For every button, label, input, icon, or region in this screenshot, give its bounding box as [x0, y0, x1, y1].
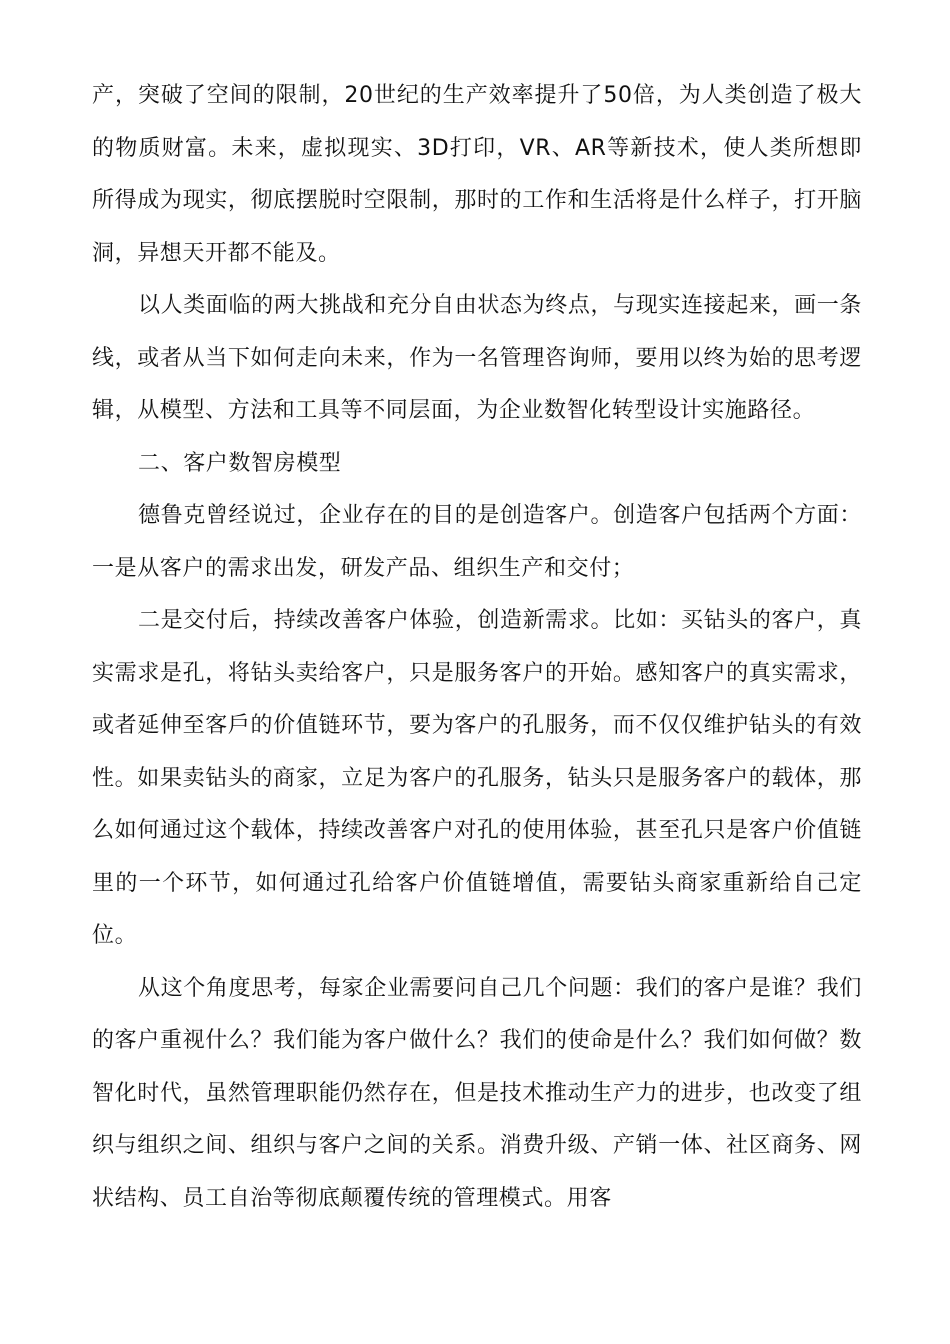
paragraph-goal-path: 以人类面临的两大挑战和充分自由状态为终点，与现实连接起来，画一条线，或者从当下如何走向未来，作为一名管理咨询师，要用以终为始的思考逻辑，从模型、方法和工具等不同层面，为企业数智化转型设计实施路径。 [92, 293, 862, 423]
paragraph-drill-example: 二是交付后，持续改善客户体验，创造新需求。比如：买钻头的客户，真实需求是孔，将钻头卖给客户，只是服务客户的开始。感知客户的真实需求，或者延伸至客戶的价值链环节，要为客户的孔服务，而不仅仅维护钻头的有效性。如果卖钻头的商家，立足为客户的孔服务，钻头只是服务客户的载体，那么如何通过这个载体，持续改善客户对孔的使用体验，甚至孔只是客户价值链里的一个环节，如何通过孔给客户价值链增值，需要钻头商家重新给自己定位。 [92, 608, 862, 948]
document-page [92, 70, 862, 1225]
section-heading-customer-model: 二、客户数智房模型 [138, 450, 342, 476]
paragraph-continuation: 产，突破了空间的限制，20世纪的生产效率提升了50倍，为人类创造了极大的物质财富。未来，虚拟现实、3D打印，VR、AR等新技术，使人类所想即所得成为现实，彻底摆脱时空限制，那时的工作和生活将是什么样子，打开脑洞，异想天开都不能及。 [92, 83, 862, 266]
paragraph-questions: 从这个角度思考，每家企业需要问自己几个问题：我们的客户是谁？我们的客户重视什么？我们能为客户做什么？我们的使命是什么？我们如何做？数智化时代，虽然管理职能仍然存在，但是技术推动生产力的进步，也改变了组织与组织之间、组织与客户之间的关系。消费升级、产销一体、社区商务、网状结构、员工自治等彻底颠覆传统的管理模式。用客 [92, 975, 862, 1211]
paragraph-drucker: 德鲁克曾经说过，企业存在的目的是创造客户。创造客户包括两个方面：一是从客户的需求出发，研发产品、组织生产和交付； [92, 503, 862, 581]
